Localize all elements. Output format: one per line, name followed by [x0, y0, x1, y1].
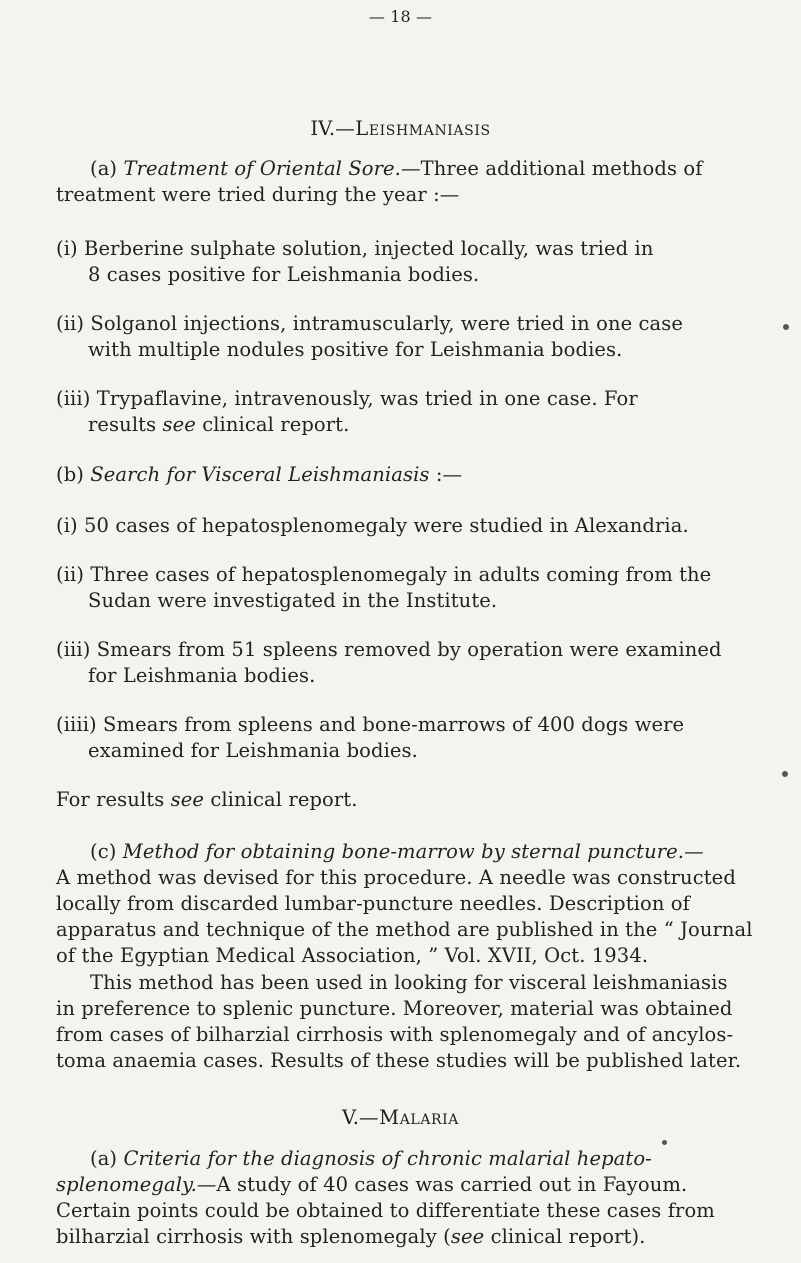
subsection-c-title-line: (c) Method for obtaining bone-marrow by sternal puncture.— [90, 840, 704, 863]
subsection-label: (a) [90, 157, 118, 180]
paragraph-line: apparatus and technique of the method are published in the “ Journal [56, 918, 753, 941]
paragraph-line: in preference to splenic puncture. Moreover, material was obtained [56, 997, 733, 1020]
paragraph-line: toma anaemia cases. Results of these studies will be published later. [56, 1049, 742, 1072]
subsection-intro: —Three additional methods of [400, 157, 703, 180]
subsection-label: (c) [90, 840, 117, 863]
subsection-title: Method for obtaining bone-marrow by sternal puncture. [122, 840, 685, 863]
page-number: — 18 — [368, 7, 433, 26]
subsection-a-title-line [90, 156, 703, 182]
list-item: (iiii) Smears from spleens and bone-marrows of 400 dogs were [56, 713, 685, 736]
heading-title: —Leishmaniasis [335, 117, 491, 140]
list-item-cont: with multiple nodules positive for Leishmania bodies. [88, 338, 623, 361]
scan-speck [783, 324, 789, 330]
list-item: (i) 50 cases of hepatosplenomegaly were studied in Alexandria. [56, 514, 689, 537]
section-heading-leishmaniasis [0, 116, 801, 142]
paragraph-line: from cases of bilharzial cirrhosis with splenomegaly and of ancylos- [56, 1023, 734, 1046]
list-item: (i) Berberine sulphate solution, injected locally, was tried in [56, 237, 654, 260]
paragraph-line: This method has been used in looking for visceral leishmaniasis [90, 971, 728, 994]
section-heading-malaria [0, 1105, 801, 1131]
paragraph-line: locally from discarded lumbar-puncture needles. Description of [56, 892, 690, 915]
results-line: For results see clinical report. [56, 788, 358, 811]
malaria-subsection-a-line2: splenomegaly.—A study of 40 cases was carried out in Fayoum. [56, 1173, 688, 1196]
paragraph-line: of the Egyptian Medical Association, ” Vol. XVII, Oct. 1934. [56, 944, 649, 967]
subsection-title: Treatment of Oriental Sore. [123, 157, 401, 180]
subsection-title: Search for Visceral Leishmaniasis [90, 463, 430, 486]
paragraph-line: A method was devised for this procedure. A needle was constructed [56, 866, 736, 889]
heading-numeral: IV. [310, 117, 336, 140]
subsection-a-intro-line2: treatment were tried during the year :— [56, 183, 460, 206]
malaria-subsection-a-line1 [90, 1146, 652, 1172]
list-item: (iii) Trypaflavine, intravenously, was tried in one case. For [56, 387, 638, 410]
paragraph-line: Certain points could be obtained to differentiate these cases from [56, 1199, 715, 1222]
list-item: (iii) Smears from 51 spleens removed by operation were examined [56, 638, 722, 661]
paragraph-line: bilharzial cirrhosis with splenomegaly (see clinical report). [56, 1225, 646, 1248]
list-item-cont: examined for Leishmania bodies. [88, 739, 418, 762]
heading-numeral: V. [341, 1106, 360, 1129]
subsection-label: (a) [90, 1147, 118, 1170]
subsection-title: Criteria for the diagnosis of chronic malarial hepato- [123, 1147, 652, 1170]
heading-title: —Malaria [359, 1106, 460, 1129]
list-item: (ii) Three cases of hepatosplenomegaly in adults coming from the [56, 563, 712, 586]
list-item: (ii) Solganol injections, intramuscularly, were tried in one case [56, 312, 684, 335]
list-item-cont: results see clinical report. [88, 413, 350, 436]
scan-speck [782, 771, 788, 777]
scan-speck [662, 1140, 667, 1145]
list-item-cont: 8 cases positive for Leishmania bodies. [88, 263, 480, 286]
subsection-b-title-line: (b) Search for Visceral Leishmaniasis :— [56, 463, 463, 486]
list-item-cont: Sudan were investigated in the Institute. [88, 589, 498, 612]
subsection-label: (b) [56, 463, 84, 486]
list-item-cont: for Leishmania bodies. [88, 664, 316, 687]
